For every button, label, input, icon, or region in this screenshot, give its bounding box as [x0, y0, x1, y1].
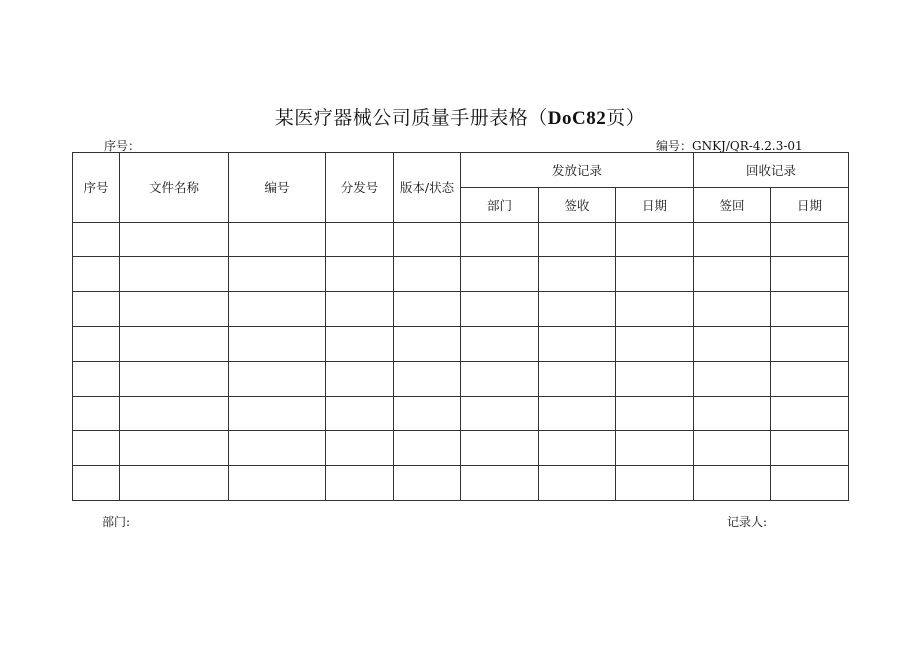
distribution-record-table — [72, 152, 849, 501]
serial-label: 序号： — [104, 139, 141, 153]
table-cell[interactable] — [229, 257, 326, 292]
table-cell[interactable] — [120, 222, 229, 257]
table-cell[interactable] — [394, 431, 461, 466]
header-issue-date: 日期 — [616, 187, 694, 222]
table-cell[interactable] — [229, 361, 326, 396]
table-row — [73, 257, 849, 292]
table-cell[interactable] — [326, 326, 394, 361]
table-row — [73, 292, 849, 327]
table-cell[interactable] — [461, 431, 539, 466]
header-issue-record: 发放记录 — [461, 153, 694, 188]
table-row — [73, 361, 849, 396]
table-cell[interactable] — [694, 396, 771, 431]
table-cell[interactable] — [326, 361, 394, 396]
table-cell[interactable] — [326, 466, 394, 501]
table-cell[interactable] — [326, 292, 394, 327]
header-issue-dept: 部门 — [461, 187, 539, 222]
table-row — [73, 466, 849, 501]
table-cell[interactable] — [694, 466, 771, 501]
table-cell[interactable] — [771, 257, 849, 292]
table-cell[interactable] — [394, 326, 461, 361]
table-cell[interactable] — [73, 222, 120, 257]
table-cell[interactable] — [771, 292, 849, 327]
table-cell[interactable] — [616, 292, 694, 327]
table-cell[interactable] — [229, 292, 326, 327]
table-cell[interactable] — [120, 257, 229, 292]
table-row — [73, 326, 849, 361]
table-cell[interactable] — [616, 396, 694, 431]
table-cell[interactable] — [394, 292, 461, 327]
table-cell[interactable] — [539, 396, 616, 431]
table-cell[interactable] — [73, 466, 120, 501]
table-row — [73, 396, 849, 431]
table-cell[interactable] — [73, 396, 120, 431]
table-cell[interactable] — [73, 292, 120, 327]
header-recall-record: 回收记录 — [694, 153, 849, 188]
table-cell[interactable] — [229, 466, 326, 501]
table-cell[interactable] — [694, 257, 771, 292]
header-issue-sign: 签收 — [539, 187, 616, 222]
table-cell[interactable] — [73, 257, 120, 292]
table-cell[interactable] — [771, 466, 849, 501]
table-cell[interactable] — [539, 292, 616, 327]
header-file-name: 文件名称 — [120, 153, 229, 223]
form-code: 编号：GNKJ/QR-4.2.3-01 — [656, 139, 803, 153]
table-cell[interactable] — [394, 222, 461, 257]
table-cell[interactable] — [539, 431, 616, 466]
table-cell[interactable] — [120, 292, 229, 327]
table-cell[interactable] — [616, 431, 694, 466]
table-cell[interactable] — [326, 257, 394, 292]
table-cell[interactable] — [616, 326, 694, 361]
table-cell[interactable] — [616, 466, 694, 501]
table-cell[interactable] — [120, 431, 229, 466]
table-cell[interactable] — [73, 326, 120, 361]
document-title — [0, 103, 920, 130]
table-cell[interactable] — [326, 431, 394, 466]
table-cell[interactable] — [229, 396, 326, 431]
table-cell[interactable] — [539, 466, 616, 501]
header-number: 编号 — [229, 153, 326, 223]
table-cell[interactable] — [616, 222, 694, 257]
header-recall-date: 日期 — [771, 187, 849, 222]
table-cell[interactable] — [229, 431, 326, 466]
table-cell[interactable] — [771, 431, 849, 466]
table-cell[interactable] — [616, 361, 694, 396]
table-cell[interactable] — [120, 466, 229, 501]
table-cell[interactable] — [461, 326, 539, 361]
footer-dept-label: 部门: — [102, 515, 131, 529]
table-cell[interactable] — [73, 361, 120, 396]
table-cell[interactable] — [326, 396, 394, 431]
table-cell[interactable] — [326, 222, 394, 257]
table-row — [73, 222, 849, 257]
title-main: 某医疗器械公司质量手册表格（ — [274, 107, 548, 129]
title-end: 页） — [606, 107, 646, 129]
table-cell[interactable] — [461, 361, 539, 396]
table-cell[interactable] — [394, 257, 461, 292]
table-cell[interactable] — [394, 396, 461, 431]
table-cell[interactable] — [120, 361, 229, 396]
table-cell[interactable] — [461, 292, 539, 327]
table-cell[interactable] — [394, 466, 461, 501]
table-cell[interactable] — [694, 292, 771, 327]
table-cell[interactable] — [394, 361, 461, 396]
table-cell[interactable] — [694, 326, 771, 361]
table-cell[interactable] — [120, 326, 229, 361]
table-cell[interactable] — [694, 361, 771, 396]
table-cell[interactable] — [694, 431, 771, 466]
table-row — [73, 431, 849, 466]
table-cell[interactable] — [229, 222, 326, 257]
table-cell[interactable] — [771, 396, 849, 431]
table-cell[interactable] — [120, 396, 229, 431]
table-cell[interactable] — [539, 326, 616, 361]
table-cell[interactable] — [539, 222, 616, 257]
table-cell[interactable] — [694, 222, 771, 257]
header-distribution-number: 分发号 — [326, 153, 394, 223]
table-cell[interactable] — [539, 257, 616, 292]
title-doc-code: DoC82 — [547, 108, 607, 129]
table-cell[interactable] — [539, 361, 616, 396]
header-serial: 序号 — [73, 153, 120, 223]
table-cell[interactable] — [461, 396, 539, 431]
table-cell[interactable] — [229, 326, 326, 361]
header-version-status: 版本/状态 — [394, 153, 461, 223]
table-cell[interactable] — [73, 431, 120, 466]
table-cell[interactable] — [771, 361, 849, 396]
table-cell[interactable] — [461, 257, 539, 292]
table-cell[interactable] — [771, 222, 849, 257]
table-cell[interactable] — [771, 326, 849, 361]
footer-recorder-label: 记录人: — [727, 515, 768, 529]
table-cell[interactable] — [461, 222, 539, 257]
header-recall-sign: 签回 — [694, 187, 771, 222]
table-cell[interactable] — [461, 466, 539, 501]
table-cell[interactable] — [616, 257, 694, 292]
